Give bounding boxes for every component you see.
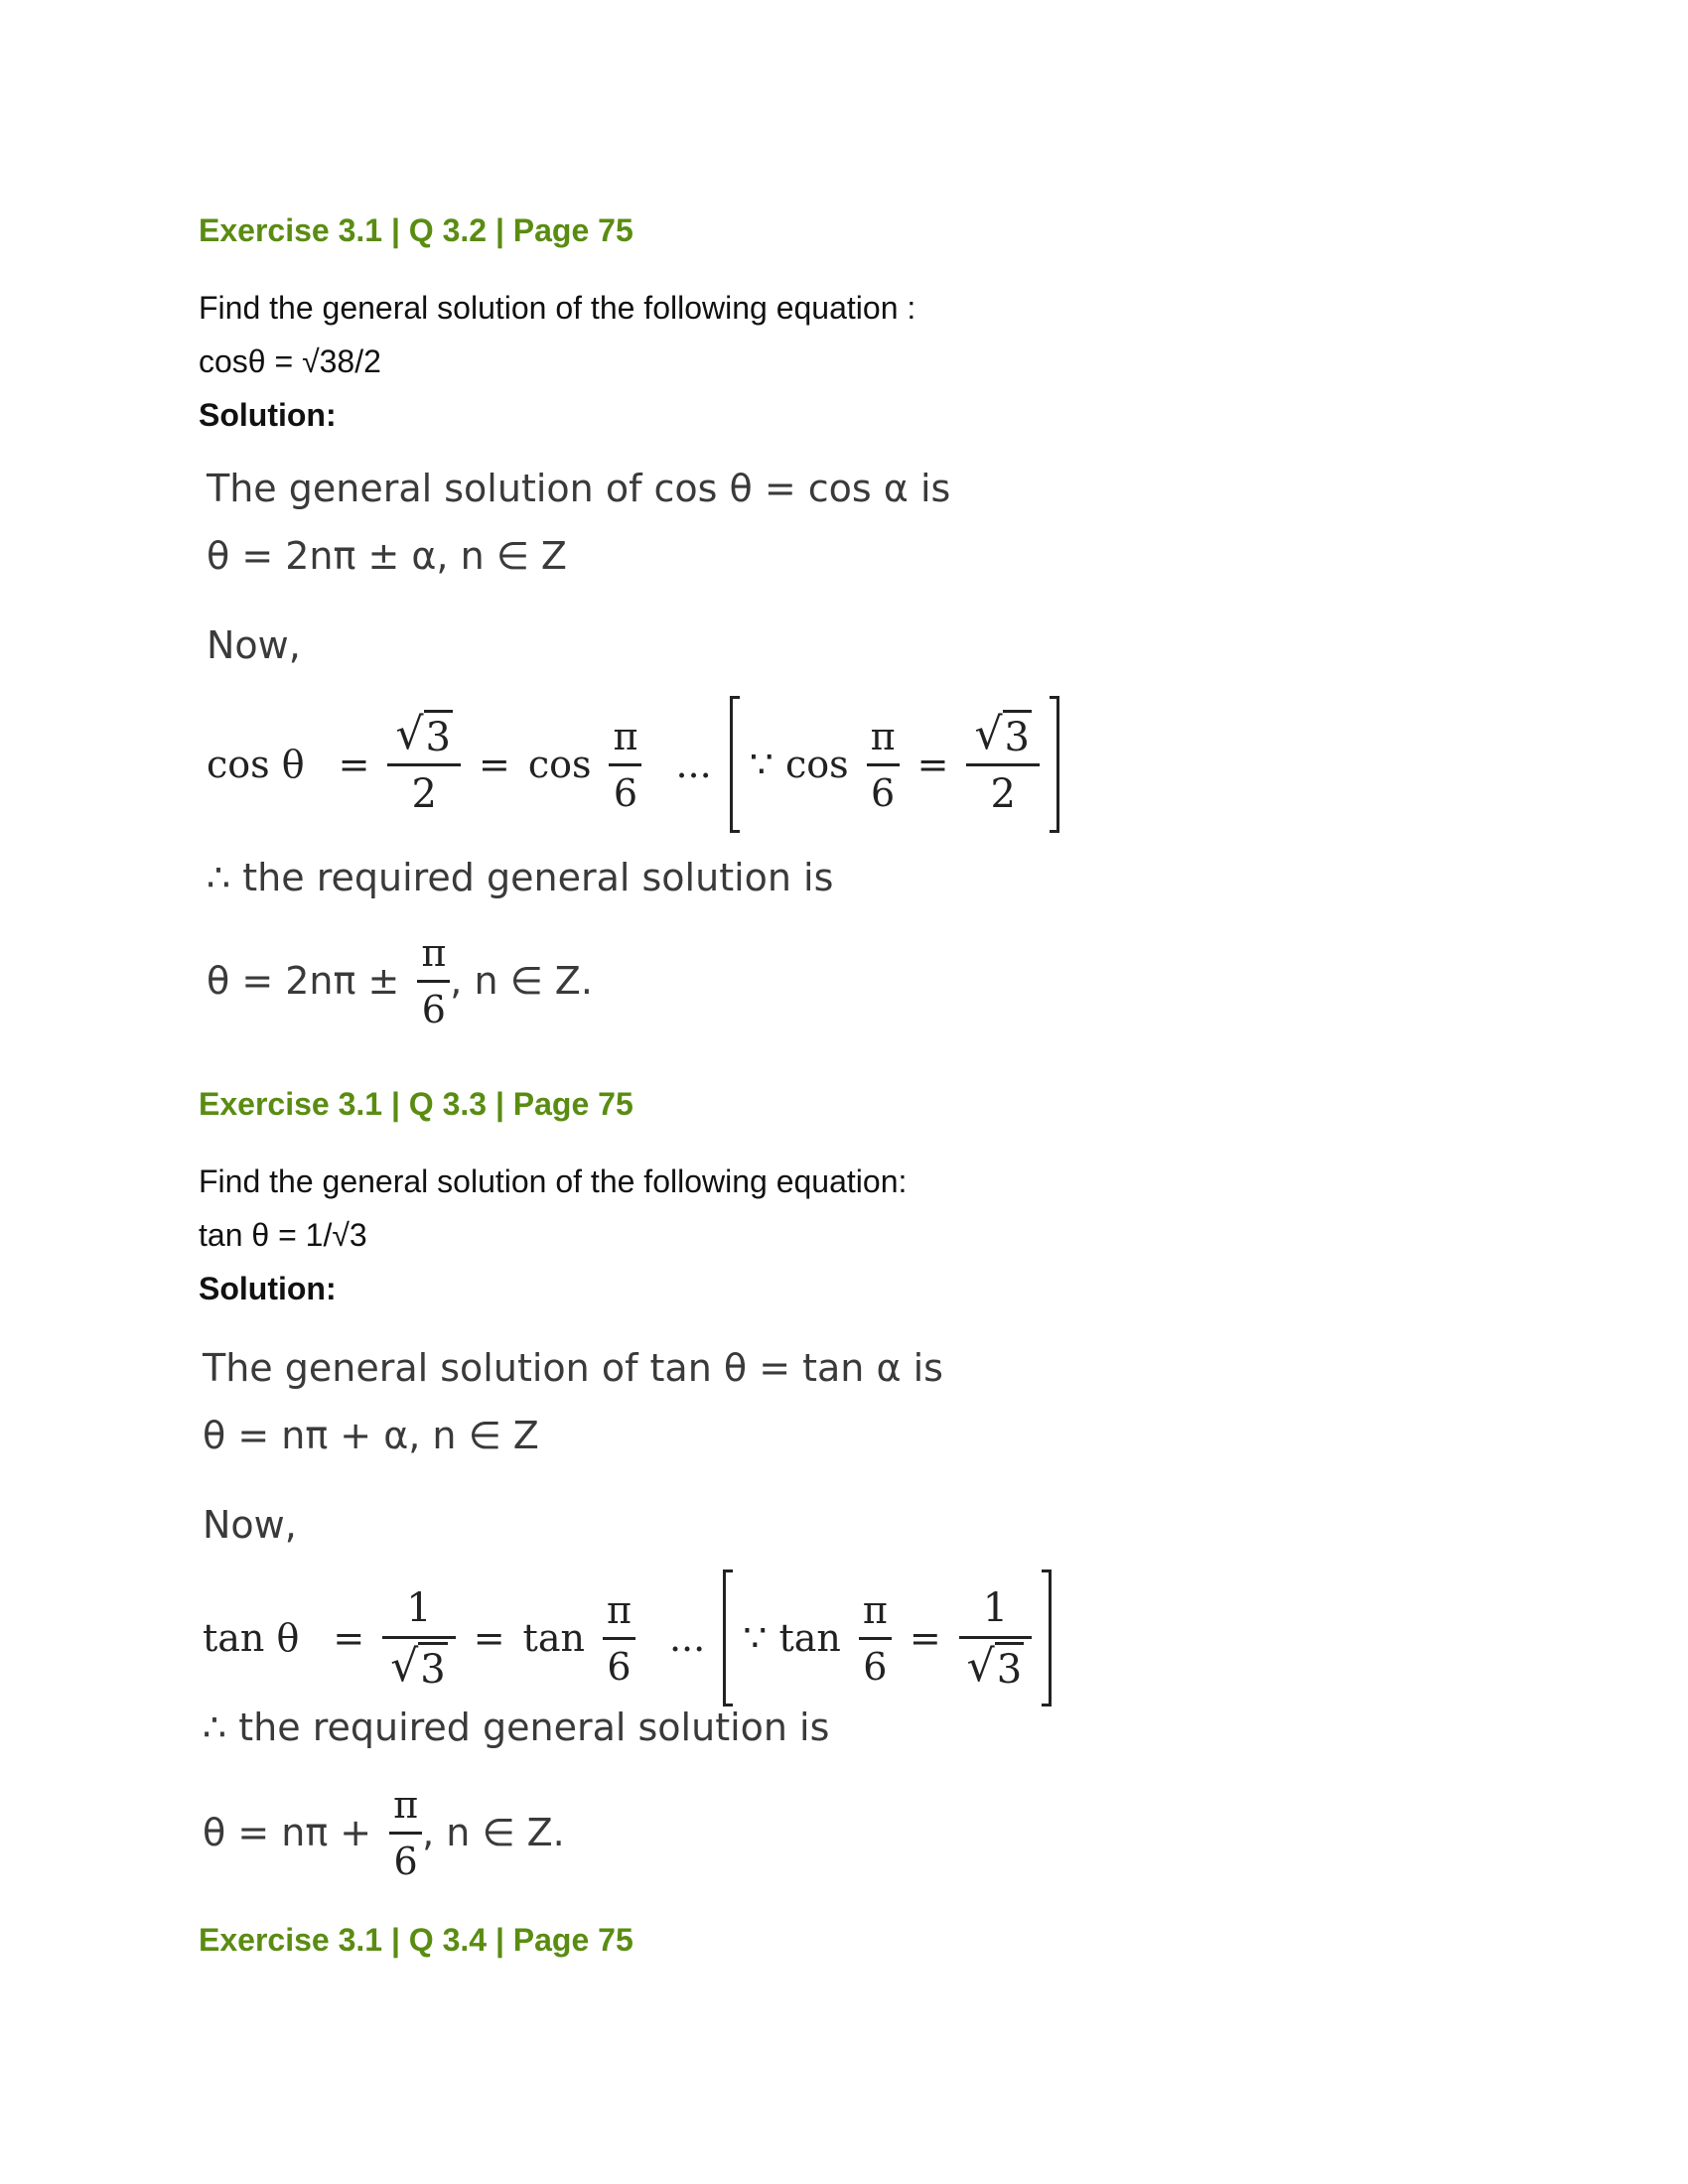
q33-eq1: =	[333, 1616, 365, 1660]
q33-eq2: =	[473, 1616, 505, 1660]
right-bracket-icon	[1042, 1570, 1052, 1706]
q32-equation: cosθ = √38/2	[199, 343, 381, 379]
q33-one-over-root3: 1 √ 3	[382, 1580, 456, 1696]
q33-pi-over-6-b: $\frac{\pi}{6}$	[859, 1583, 892, 1694]
q33-general-formula: θ = nπ + α, n ∈ Z	[203, 1414, 539, 1457]
q32-root3-over-2-b: √ 3 2	[966, 707, 1040, 822]
q32-because: ∵ cos	[749, 743, 849, 786]
q32-general-solution-text: The general solution of cos θ = cos α is	[207, 467, 951, 510]
q33-solution-label: Solution:	[199, 1271, 337, 1306]
right-bracket-icon	[1050, 696, 1059, 833]
q33-now: Now,	[203, 1503, 297, 1547]
q33-tan: tan	[522, 1616, 585, 1660]
q32-eq1: =	[338, 743, 370, 786]
q33-derivation	[203, 1569, 1052, 1707]
q33-final-fraction: $\frac{\pi}{6}$	[389, 1778, 422, 1888]
q32-therefore: ∴ the required general solution is	[207, 856, 834, 899]
q32-pi-over-6-b: $\frac{\pi}{6}$	[867, 710, 900, 820]
q32-solution-label: Solution:	[199, 397, 337, 433]
left-bracket-icon	[730, 696, 740, 833]
q33-final-prefix: θ = nπ +	[203, 1811, 372, 1854]
q33-eq3: =	[909, 1616, 941, 1660]
left-bracket-icon	[723, 1570, 733, 1706]
q32-general-formula: θ = 2nπ ± α, n ∈ Z	[207, 534, 567, 578]
q32-heading: Exercise 3.1 | Q 3.2 | Page 75	[199, 212, 633, 248]
q33-therefore: ∴ the required general solution is	[203, 1706, 830, 1749]
q33-question: Find the general solution of the following equation:	[199, 1163, 908, 1199]
q32-final-prefix: θ = 2nπ ±	[207, 959, 400, 1003]
q32-final-suffix: , n ∈ Z.	[450, 959, 593, 1003]
q33-lhs: tan θ	[203, 1616, 300, 1660]
q33-because: ∵ tan	[743, 1616, 841, 1660]
q34-heading: Exercise 3.1 | Q 3.4 | Page 75	[199, 1922, 633, 1958]
q33-heading: Exercise 3.1 | Q 3.3 | Page 75	[199, 1086, 633, 1122]
q32-final-solution	[207, 921, 593, 1040]
q33-pi-over-6: $\frac{\pi}{6}$	[603, 1583, 635, 1694]
sqrt-icon: √ 3	[390, 1641, 446, 1693]
q33-general-solution-text: The general solution of tan θ = tan α is	[203, 1346, 943, 1390]
sqrt-icon: √ 3	[974, 709, 1030, 760]
q32-final-fraction: $\frac{\pi}{6}$	[417, 926, 450, 1036]
sqrt-icon: √ 3	[395, 709, 451, 760]
q32-cos: cos	[527, 743, 592, 786]
sqrt-icon: √ 3	[966, 1641, 1023, 1693]
q33-one-over-root3-b: 1 √ 3	[959, 1580, 1033, 1696]
q33-because-bracket	[723, 1570, 1052, 1706]
q32-now: Now,	[207, 623, 301, 667]
q33-dots: ...	[668, 1616, 706, 1660]
q32-root3-over-2: √ 3 2	[387, 707, 461, 822]
q33-final-suffix: , n ∈ Z.	[422, 1811, 565, 1854]
q32-eq3: =	[916, 743, 949, 786]
q32-dots: ...	[675, 743, 712, 786]
q32-eq2: =	[478, 743, 510, 786]
q32-because-bracket	[730, 696, 1059, 833]
q32-lhs: cos θ	[207, 743, 305, 786]
q32-pi-over-6: $\frac{\pi}{6}$	[609, 710, 641, 820]
q33-final-solution	[203, 1773, 565, 1892]
q32-derivation	[207, 695, 1059, 834]
q32-question: Find the general solution of the following equation :	[199, 290, 916, 326]
q33-equation: tan θ = 1/√3	[199, 1217, 367, 1253]
